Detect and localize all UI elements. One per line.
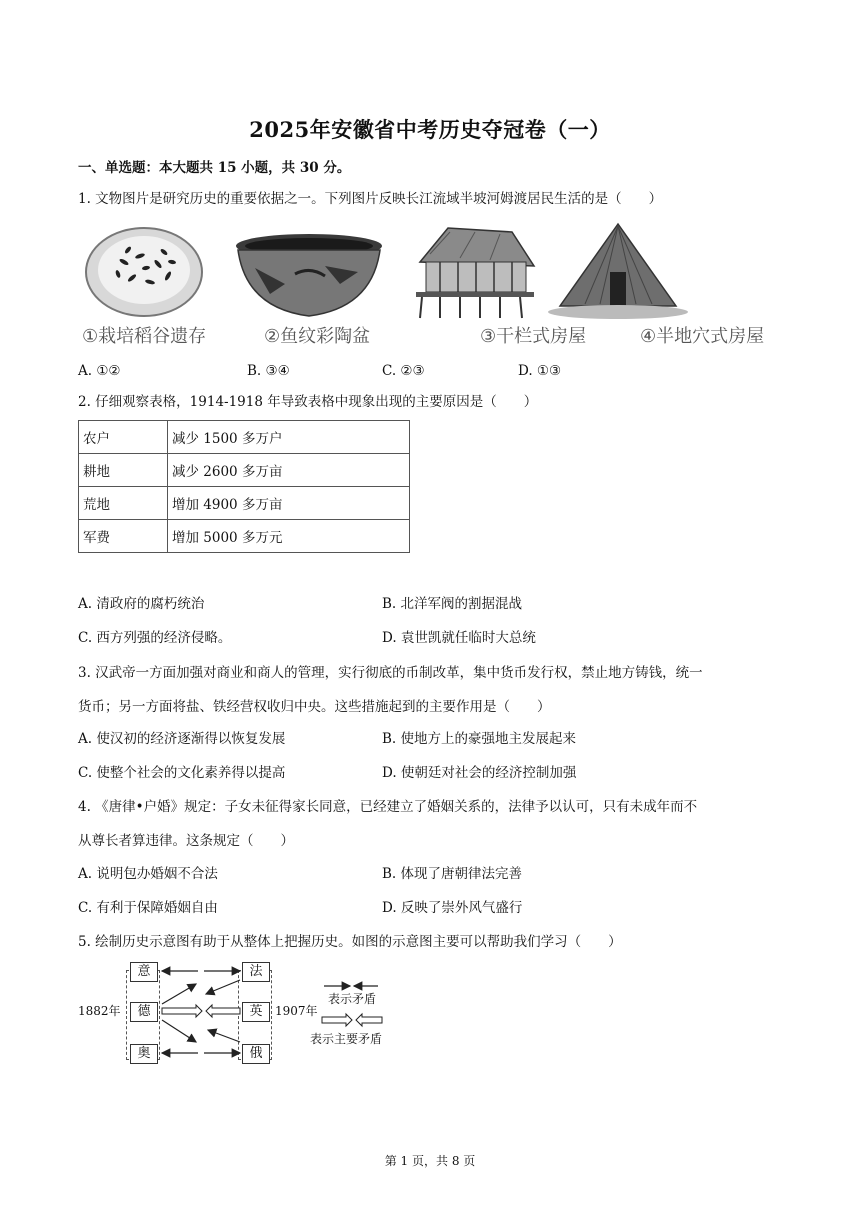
q2-option-d[interactable]: D. 袁世凯就任临时大总统	[382, 630, 536, 646]
table-cell: 增加 5000 多万元	[168, 520, 410, 553]
q4-option-b[interactable]: B. 体现了唐朝律法完善	[382, 866, 523, 882]
table-row	[79, 487, 410, 520]
q3-option-a[interactable]: A. 使汉初的经济逐渐得以恢复发展	[78, 731, 286, 747]
country-box-italy: 意	[130, 962, 158, 982]
q2-stem: 2. 仔细观察表格，1914-1918 年导致表格中现象出现的主要原因是（ ）	[78, 394, 538, 410]
year-1907-label: 1907年	[275, 1004, 318, 1018]
semi-subterranean-house-image	[548, 224, 688, 319]
table-row	[79, 520, 410, 553]
country-box-russia: 俄	[242, 1044, 270, 1064]
q1-option-a[interactable]: A. ①②	[78, 363, 121, 379]
q1-caption-4: ④半地穴式房屋	[640, 326, 765, 347]
q2-data-table	[78, 420, 410, 553]
q1-caption-2: ②鱼纹彩陶盆	[264, 326, 371, 347]
table-cell: 增加 4900 多万亩	[168, 487, 410, 520]
q2-option-b[interactable]: B. 北洋军阀的割据混战	[382, 596, 523, 612]
page-footer: 第 1 页，共 8 页	[384, 1154, 476, 1168]
table-cell: 军费	[79, 520, 168, 553]
q1-caption-1: ①栽培稻谷遗存	[82, 326, 207, 347]
q5-stem: 5. 绘制历史示意图有助于从整体上把握历史。如图的示意图主要可以帮助我们学习（ ）	[78, 934, 622, 950]
q3-stem-line2: 货币；另一方面将盐、铁经营权收归中央。这些措施起到的主要作用是（ ）	[78, 699, 551, 715]
q4-stem-line1: 4. 《唐律•户婚》规定：子女未征得家长同意，已经建立了婚姻关系的，法律予以认可，只有未成年而不	[78, 799, 698, 815]
q3-option-c[interactable]: C. 使整个社会的文化素养得以提高	[78, 765, 286, 781]
table-cell: 农户	[79, 421, 168, 454]
q1-caption-3: ③干栏式房屋	[480, 326, 587, 347]
painted-pottery-basin-image	[236, 234, 382, 316]
q3-stem-line1: 3. 汉武帝一方面加强对商业和商人的管理，实行彻底的币制改革，集中货币发行权，禁止地方铸钱，统一	[78, 665, 703, 681]
country-box-britain: 英	[242, 1002, 270, 1022]
page-title: 2025年安徽省中考历史夺冠卷（一）	[249, 117, 611, 142]
table-row	[79, 454, 410, 487]
table-cell: 荒地	[79, 487, 168, 520]
year-1882-label: 1882年	[78, 1004, 121, 1018]
q3-option-b[interactable]: B. 使地方上的豪强地主发展起来	[382, 731, 577, 747]
q4-stem-line2: 从尊长者算违律。这条规定（ ）	[78, 833, 294, 849]
q1-option-c[interactable]: C. ②③	[382, 363, 425, 379]
q2-option-c[interactable]: C. 西方列强的经济侵略。	[78, 630, 232, 646]
q1-artifact-images	[80, 222, 786, 352]
q4-option-d[interactable]: D. 反映了崇外风气盛行	[382, 900, 523, 916]
legend-conflict-label: 表示矛盾	[328, 992, 377, 1006]
q2-option-a[interactable]: A. 清政府的腐朽统治	[78, 596, 205, 612]
q3-option-d[interactable]: D. 使朝廷对社会的经济控制加强	[382, 765, 577, 781]
table-cell: 减少 1500 多万户	[168, 421, 410, 454]
country-box-austria: 奥	[130, 1044, 158, 1064]
q1-option-b[interactable]: B. ③④	[247, 363, 290, 379]
table-row	[79, 421, 410, 454]
legend-main-conflict-label: 表示主要矛盾	[310, 1032, 383, 1046]
conflict-arrows	[78, 962, 408, 1072]
table-cell: 耕地	[79, 454, 168, 487]
q4-option-a[interactable]: A. 说明包办婚姻不合法	[78, 866, 218, 882]
stilt-house-image	[416, 228, 534, 318]
q4-option-c[interactable]: C. 有利于保障婚姻自由	[78, 900, 218, 916]
country-box-france: 法	[242, 962, 270, 982]
q1-option-d[interactable]: D. ①③	[518, 363, 562, 379]
section-heading: 一、单选题：本大题共 15 小题，共 30 分。	[78, 160, 351, 176]
rice-remains-image	[86, 228, 202, 316]
q5-alliance-diagram	[78, 962, 408, 1072]
q1-stem: 1. 文物图片是研究历史的重要依据之一。下列图片反映长江流域半坡河姆渡居民生活的是（ ）	[78, 191, 663, 207]
table-cell: 减少 2600 多万亩	[168, 454, 410, 487]
country-box-germany: 德	[130, 1002, 158, 1022]
